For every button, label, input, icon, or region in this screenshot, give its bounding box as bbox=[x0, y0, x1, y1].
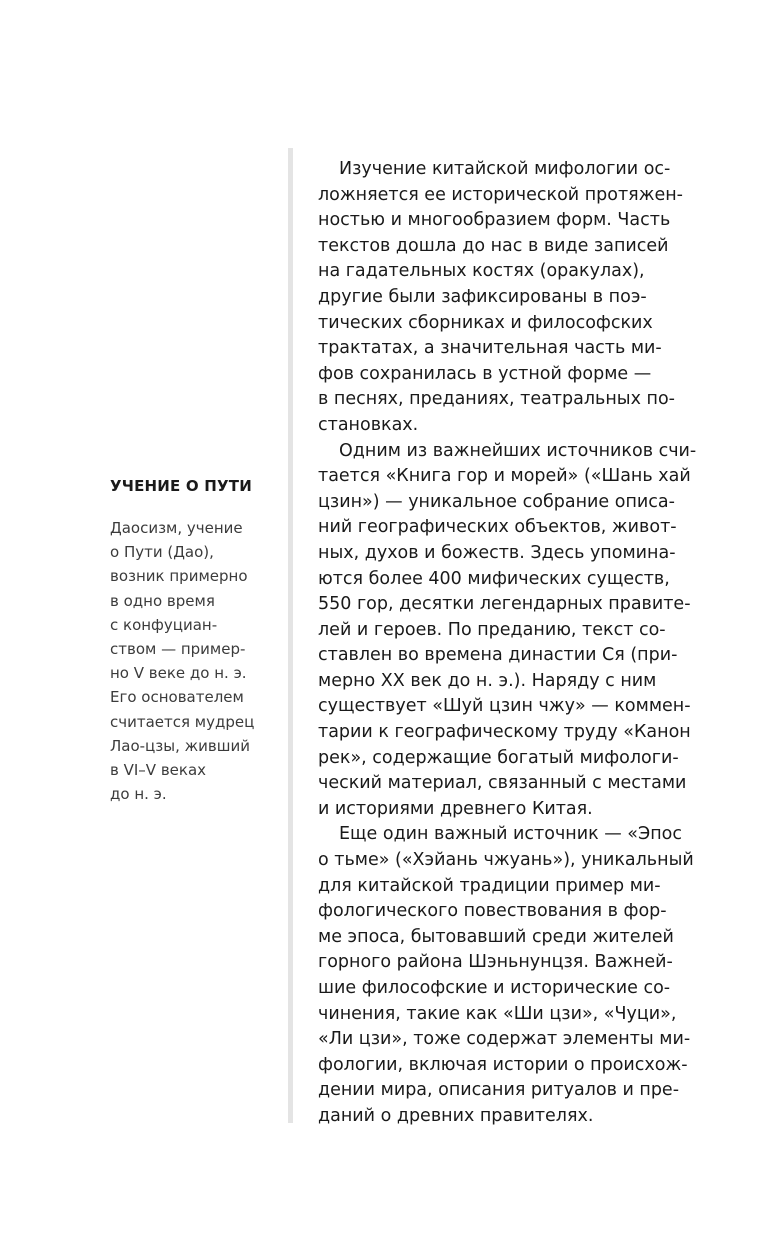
paragraph-1 bbox=[318, 157, 698, 439]
main-text bbox=[318, 157, 698, 1130]
text-line: в песнях, преданиях, театральных по- bbox=[318, 389, 675, 410]
text-line: тарии к географическому труду «Канон bbox=[318, 722, 691, 743]
paragraph-2 bbox=[318, 439, 698, 823]
text-line: ются более 400 мифических существ, bbox=[318, 568, 670, 589]
text-line: Изучение китайской мифологии ос- bbox=[339, 159, 671, 179]
sidebar-text bbox=[110, 516, 278, 806]
text-line: ложняется ее исторической протяжен- bbox=[318, 184, 683, 205]
text-line: становках. bbox=[318, 414, 419, 435]
sidebar-title: УЧЕНИЕ О ПУТИ bbox=[110, 477, 252, 495]
text-line: шие философские и исторические со- bbox=[318, 978, 671, 998]
sidebar-line: о Пути (Дао), bbox=[110, 543, 214, 562]
text-line: ставлен во времена династии Ся (при- bbox=[318, 645, 678, 666]
text-line: чинения, такие как «Ши цзи», «Чуци», bbox=[318, 1003, 677, 1024]
text-line: и историями древнего Китая. bbox=[318, 798, 593, 819]
sidebar-line: в одно время bbox=[110, 591, 215, 610]
sidebar-line: считается мудрец bbox=[110, 712, 255, 731]
column-divider bbox=[288, 148, 293, 1123]
text-line: на гадательных костях (оракулах), bbox=[318, 261, 645, 282]
text-line: даний о древних правителях. bbox=[318, 1105, 594, 1126]
text-line: цзин») — уникальное собрание описа- bbox=[318, 491, 675, 512]
sidebar-line: в VI–V веках bbox=[110, 761, 207, 780]
text-line: ных, духов и божеств. Здесь упомина- bbox=[318, 542, 676, 563]
text-line: существует «Шуй цзин чжу» — коммен- bbox=[318, 696, 691, 717]
text-line: дении мира, описания ритуалов и пре- bbox=[318, 1080, 680, 1101]
text-line: для китайской традиции пример ми- bbox=[318, 875, 661, 896]
sidebar-line: но V веке до н. э. bbox=[110, 664, 247, 683]
sidebar-line: Даосизм, учение bbox=[110, 519, 243, 537]
text-line: другие были зафиксированы в поэ- bbox=[318, 286, 647, 307]
sidebar-line: Лао-цзы, живший bbox=[110, 736, 250, 755]
text-line: фологии, включая истории о происхож- bbox=[318, 1054, 688, 1075]
text-line: горного района Шэньнунцзя. Важней- bbox=[318, 952, 673, 973]
text-line: ний географических объектов, живот- bbox=[318, 517, 677, 538]
text-line: мерно XX век до н. э.). Наряду с ним bbox=[318, 670, 657, 691]
text-line: «Ли цзи», тоже содержат элементы ми- bbox=[318, 1029, 691, 1050]
text-line: 550 гор, десятки легендарных правите- bbox=[318, 594, 691, 615]
text-line: ческий материал, связанный с местами bbox=[318, 773, 687, 794]
text-line: текстов дошла до нас в виде записей bbox=[318, 235, 669, 256]
text-line: лей и героев. По преданию, текст со- bbox=[318, 619, 666, 640]
sidebar-line: до н. э. bbox=[110, 785, 167, 804]
text-line: Одним из важнейших источников счи- bbox=[339, 440, 697, 461]
text-line: тается «Книга гор и морей» («Шань хай bbox=[318, 466, 691, 487]
text-line: ностью и многообразием форм. Часть bbox=[318, 210, 671, 231]
text-line: трактатах, а значительная часть ми- bbox=[318, 338, 662, 359]
text-line: фологического повествования в фор- bbox=[318, 901, 667, 922]
text-line: рек», содержащие богатый мифологи- bbox=[318, 747, 679, 768]
text-line: фов сохранилась в устной форме — bbox=[318, 363, 652, 384]
text-line: о тьме» («Хэйань чжуань»), уникальный bbox=[318, 850, 694, 871]
text-line: Еще один важный источник — «Эпос bbox=[339, 824, 682, 845]
sidebar-box bbox=[110, 474, 278, 806]
sidebar-line: возник примерно bbox=[110, 567, 248, 586]
text-line: тических сборниках и философских bbox=[318, 312, 653, 333]
sidebar-line: с конфуциан- bbox=[110, 615, 218, 634]
sidebar-line: Его основателем bbox=[110, 688, 244, 707]
sidebar-line: ством — пример- bbox=[110, 640, 246, 659]
text-line: ме эпоса, бытовавший среди жителей bbox=[318, 926, 674, 947]
paragraph-3 bbox=[318, 822, 698, 1129]
